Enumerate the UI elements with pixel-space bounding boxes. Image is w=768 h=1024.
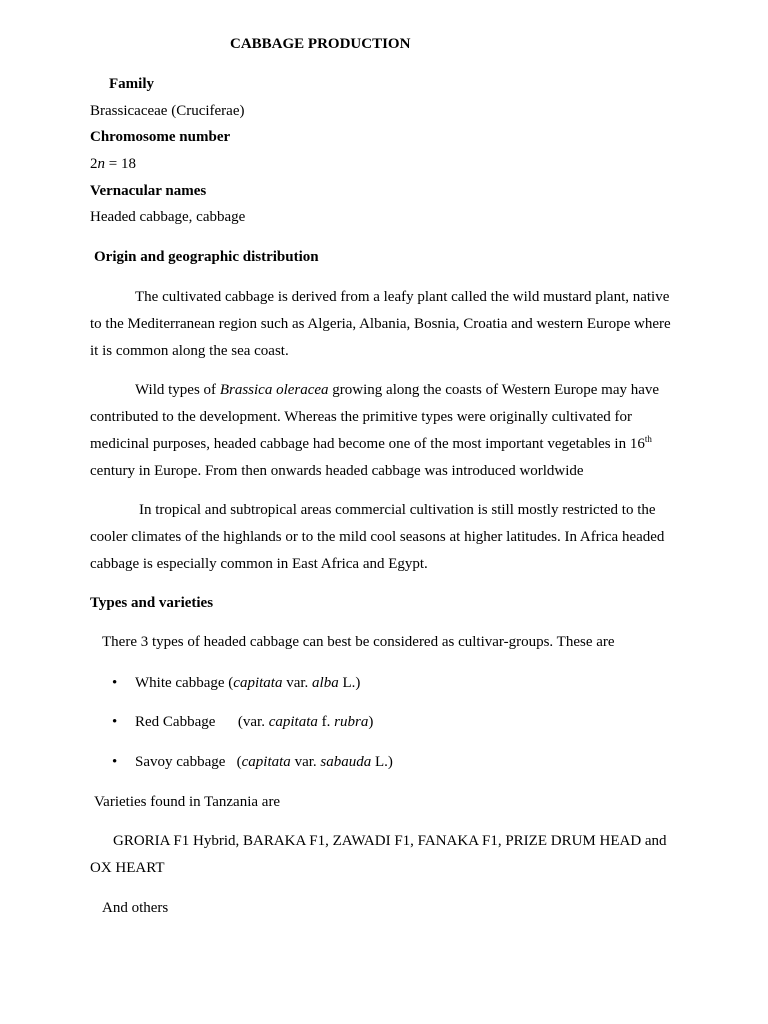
list-item <box>135 713 373 731</box>
vernacular-value: Headed cabbage, cabbage <box>90 209 246 225</box>
bullet-icon: • <box>112 675 118 691</box>
origin-p2-line <box>90 435 652 453</box>
chromosome-prefix: 2 <box>90 156 98 172</box>
origin-p2-line <box>135 381 659 399</box>
item-text: White cabbage ( <box>135 675 234 691</box>
item-text: L.) <box>371 754 393 770</box>
origin-heading: Origin and geographic distribution <box>94 249 319 265</box>
list-item <box>135 753 393 771</box>
vernacular-heading: Vernacular names <box>90 183 207 199</box>
item-italic: capitata <box>241 754 291 770</box>
types-intro: There 3 types of headed cabbage can best be considered as cultivar-groups. These are <box>102 634 615 650</box>
origin-p1-line: to the Mediterranean region such as Algeria, Albania, Bosnia, Croatia and western Europe where <box>90 316 671 332</box>
item-italic: alba <box>312 675 339 691</box>
origin-p3-line: cabbage is especially common in East Africa and Egypt. <box>90 556 428 572</box>
family-value: Brassicaceae (Cruciferae) <box>90 103 245 119</box>
item-italic: rubra <box>334 714 369 730</box>
tanzania-intro: Varieties found in Tanzania are <box>94 794 281 810</box>
item-italic: capitata <box>268 714 318 730</box>
species-name: Brassica oleracea <box>219 382 329 398</box>
item-text: Red Cabbage (var. <box>135 714 269 730</box>
p2-text: medicinal purposes, headed cabbage had become one of the most important vegetables in 16 <box>90 436 645 452</box>
origin-p1-line: The cultivated cabbage is derived from a leafy plant called the wild mustard plant, native <box>135 289 670 305</box>
chromosome-heading: Chromosome number <box>90 129 231 145</box>
item-text: Savoy cabbage ( <box>135 754 242 770</box>
item-text: ) <box>368 714 374 730</box>
bullet-icon: • <box>112 714 118 730</box>
item-text: var. <box>282 675 313 691</box>
item-italic: sabauda <box>320 754 372 770</box>
p2-text: growing along the coasts of Western Europe may have <box>328 382 660 398</box>
ordinal-suffix: th <box>644 434 652 444</box>
origin-p2-line: contributed to the development. Whereas the primitive types were originally cultivated for <box>90 409 633 425</box>
bullet-icon: • <box>112 754 118 770</box>
origin-p3-line: cooler climates of the highlands or to the mild cool seasons at higher latitudes. In Africa headed <box>90 529 665 545</box>
item-text: f. <box>317 714 335 730</box>
chromosome-value <box>90 155 136 173</box>
chromosome-rest: = 18 <box>105 156 136 172</box>
origin-p2-line: century in Europe. From then onwards headed cabbage was introduced worldwide <box>90 463 584 479</box>
family-heading: Family <box>109 76 154 92</box>
list-item <box>135 674 360 692</box>
tanzania-varieties-line: OX HEART <box>90 860 165 876</box>
chromosome-var: n <box>97 156 105 172</box>
tanzania-varieties-line: GRORIA F1 Hybrid, BARAKA F1, ZAWADI F1, FANAKA F1, PRIZE DRUM HEAD and <box>113 833 667 849</box>
item-text: L.) <box>338 675 361 691</box>
origin-p3-line: In tropical and subtropical areas commercial cultivation is still mostly restricted to the <box>139 502 656 518</box>
item-text: var. <box>290 754 321 770</box>
origin-p1-line: it is common along the sea coast. <box>90 343 289 359</box>
others-text: And others <box>102 900 169 916</box>
types-heading: Types and varieties <box>90 595 214 611</box>
page-title: CABBAGE PRODUCTION <box>230 36 411 52</box>
item-italic: capitata <box>233 675 283 691</box>
p2-text: Wild types of <box>135 382 220 398</box>
